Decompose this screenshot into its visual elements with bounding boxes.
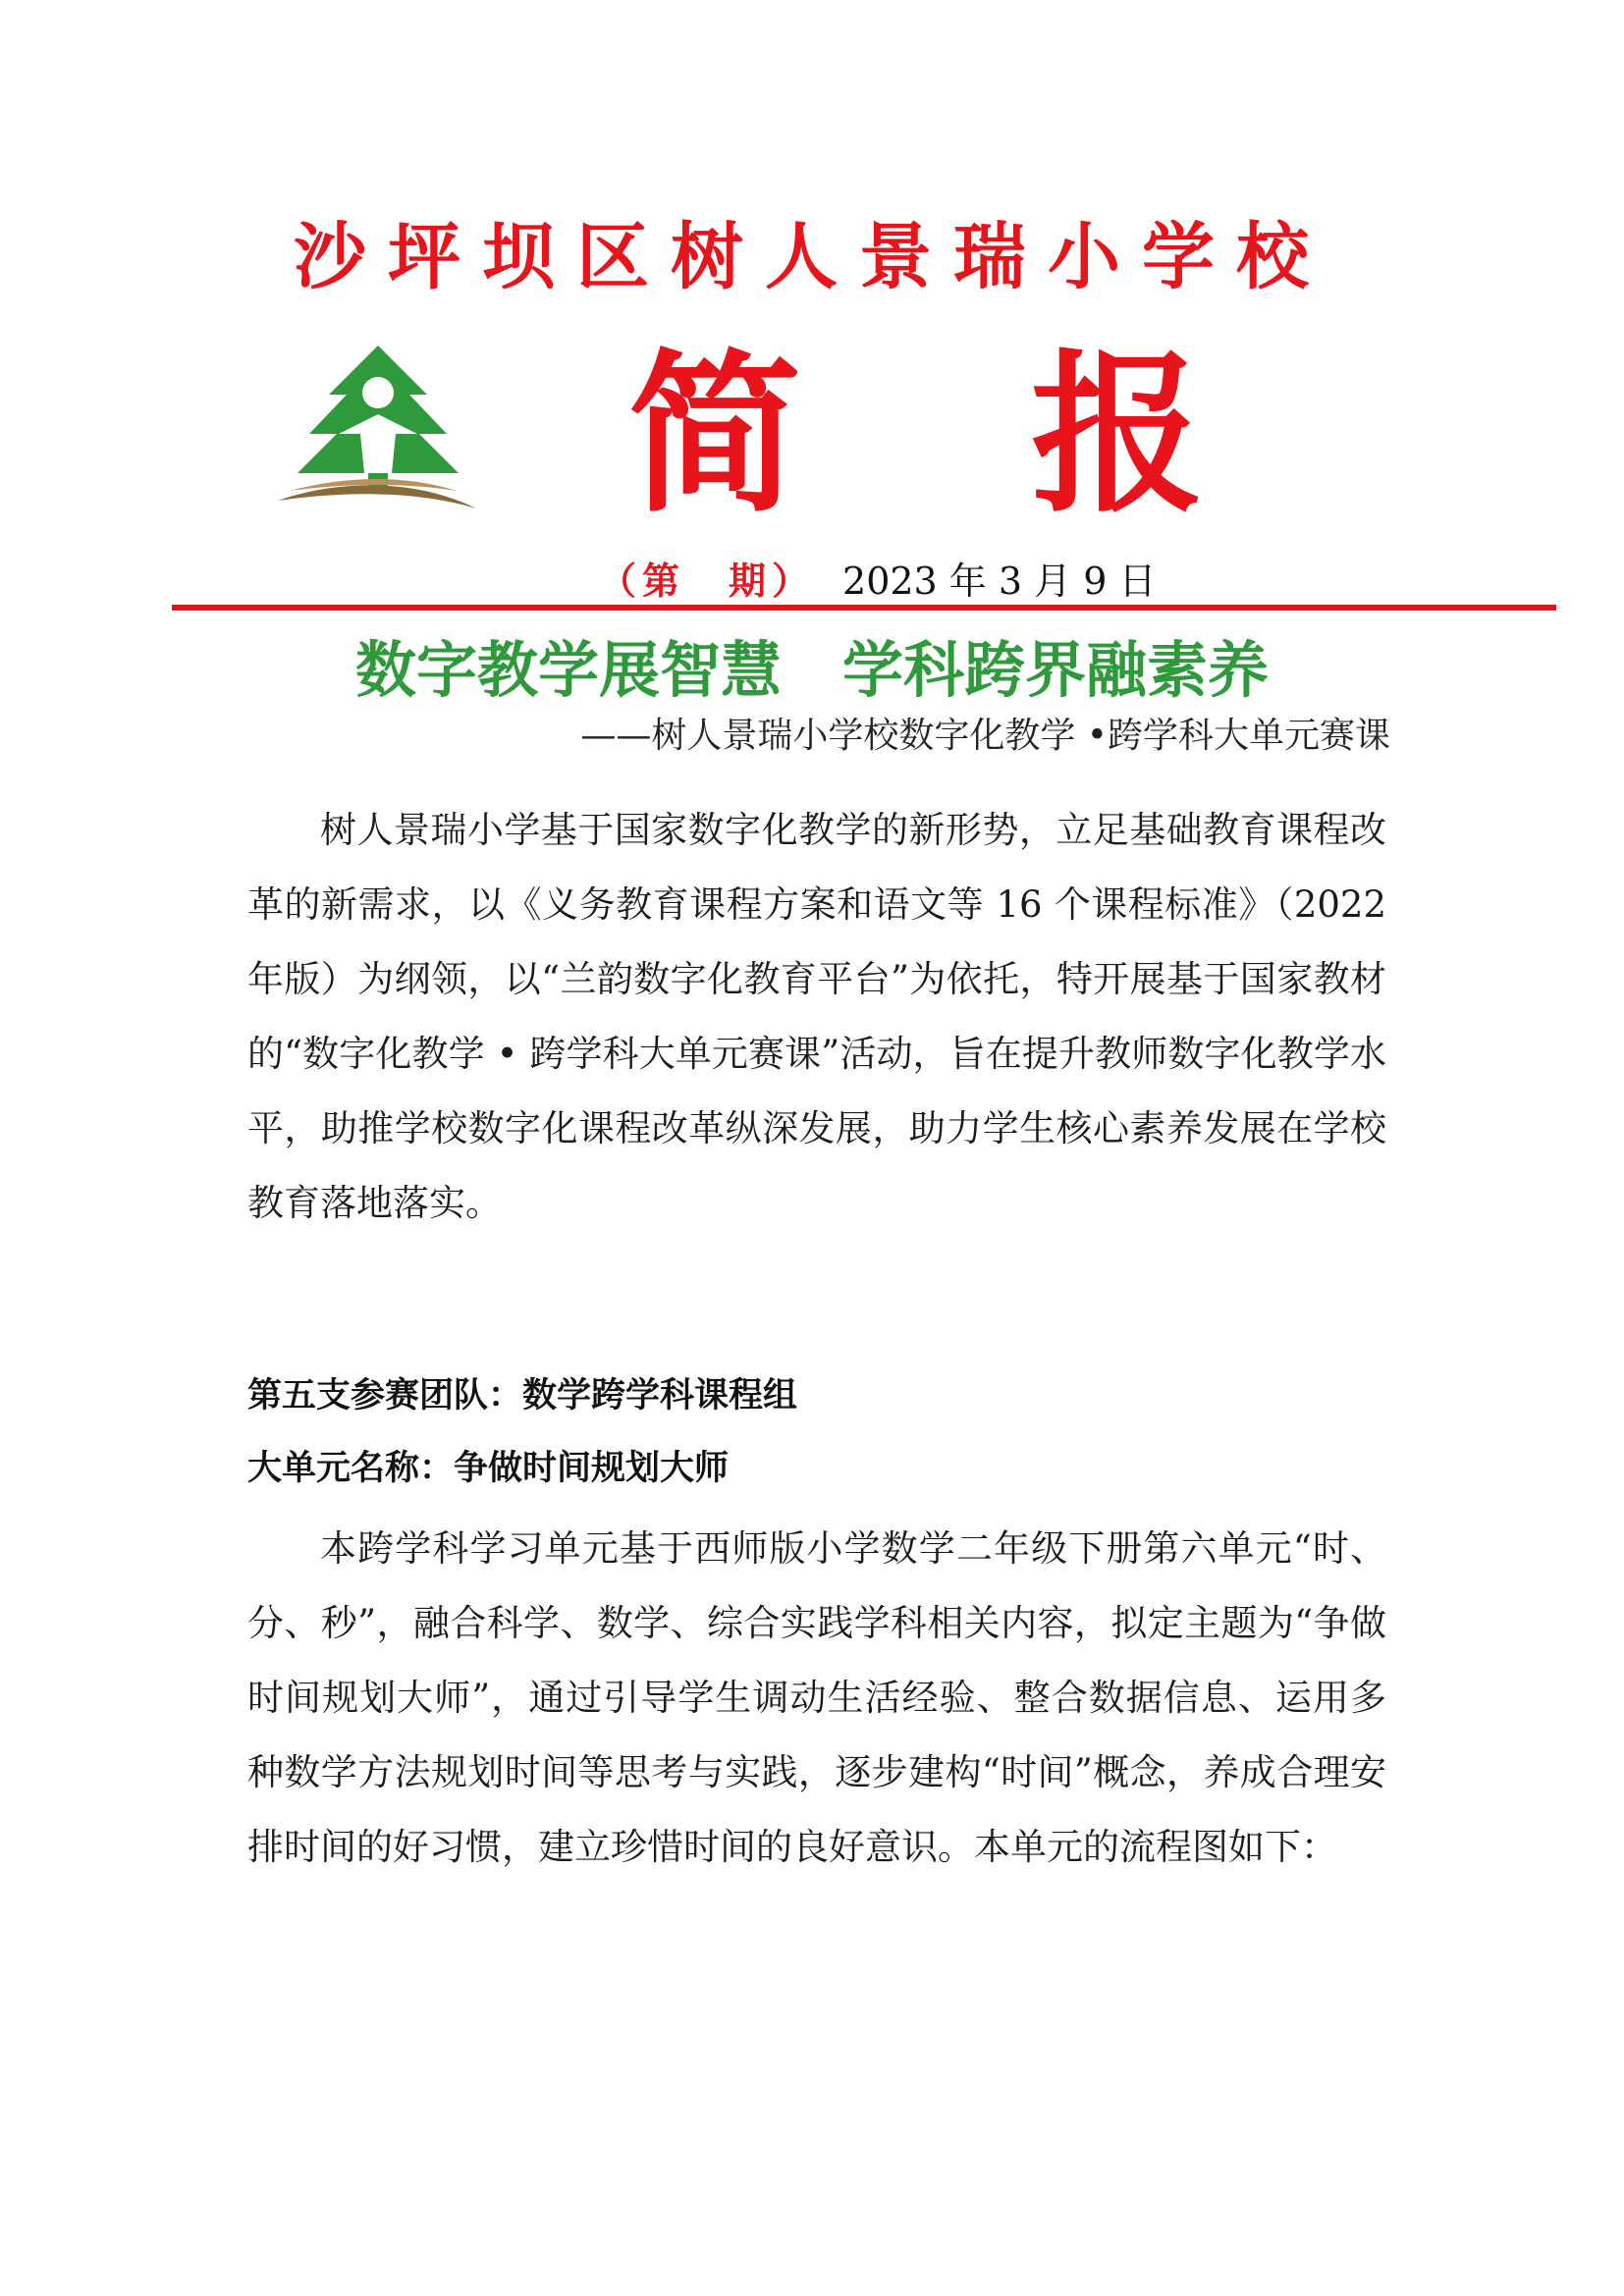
header-divider — [172, 605, 1556, 611]
issue-number-label: （第 期） — [599, 559, 816, 603]
issue-date: 2023 年 3 月 9 日 — [842, 560, 1157, 603]
team-label: 第五支参赛团队：数学跨学科课程组 — [247, 1376, 798, 1415]
article-subheadline: ——树人景瑞小学校数字化教学 •跨学科大单元赛课 — [580, 716, 1390, 756]
school-name: 沙坪坝区树人景瑞小学校 — [294, 215, 1330, 299]
issue-line — [599, 552, 1156, 611]
brief-title-char-2: 报 — [1031, 333, 1205, 536]
tree-person-logo-icon — [270, 344, 486, 520]
article-headline: 数字教学展智慧 学科跨界融素养 — [354, 634, 1269, 706]
unit-name-label: 大单元名称：争做时间规划大师 — [247, 1449, 730, 1488]
intro-paragraph: 树人景瑞小学基于国家数字化教学的新形势，立足基础教育课程改革的新需求，以《义务教育课程方案和语文等 16 个课程标准》（2022 年版）为纲领，以“兰韵数字化教育平台”为依托，特开展基于国家教材的“数字化教学 • 跨学科大单元赛课”活动，旨在提升教师数字化教学水平，助推学校数字化课程改革纵深发展，助力学生核心素养发展在学校教育落地落实。 — [247, 809, 1386, 1224]
unit-paragraph: 本跨学科学习单元基于西师版小学数学二年级下册第六单元“时、分、秒”，融合科学、数学、综合实践学科相关内容，拟定主题为“争做时间规划大师”，通过引导学生调动生活经验、整合数据信息、运用多种数学方法规划时间等思考与实践，逐步建构“时间”概念，养成合理安排时间的好习惯，建立珍惜时间的良好意识。本单元的流程图如下： — [247, 1527, 1386, 1868]
brief-title-char-1: 简 — [628, 333, 802, 536]
